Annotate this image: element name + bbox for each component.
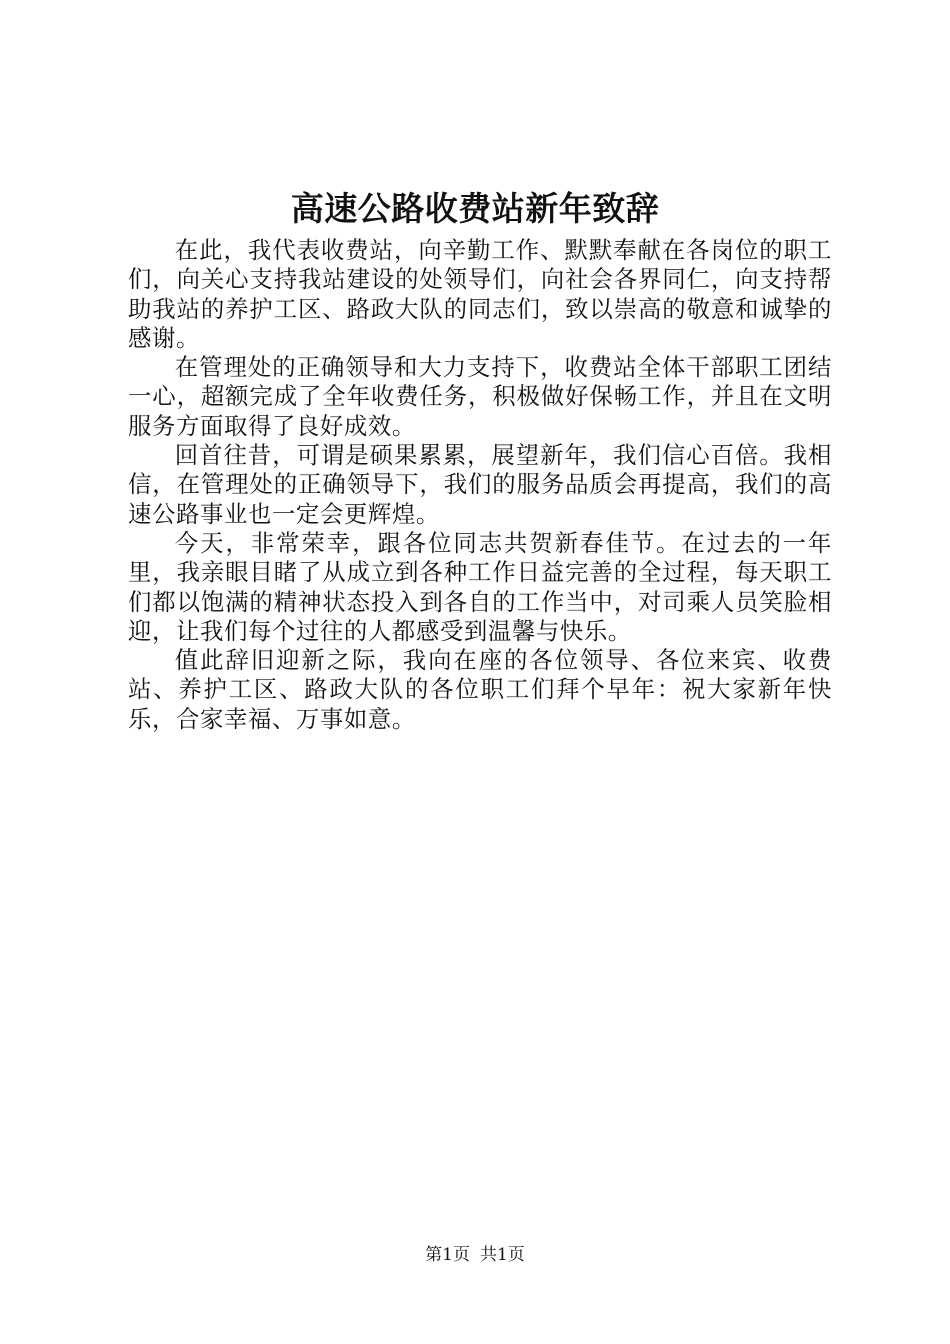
paragraph-5: 值此辞旧迎新之际，我向在座的各位领导、各位来宾、收费站、养护工区、路政大队的各位职工们拜个早年：祝大家新年快乐，合家幸福、万事如意。 bbox=[128, 646, 832, 733]
paragraph-1: 在此，我代表收费站，向辛勤工作、默默奉献在各岗位的职工们，向关心支持我站建设的处领导们，向社会各界同仁，向支持帮助我站的养护工区、路政大队的同志们，致以崇高的敬意和诚挚的感谢。 bbox=[128, 236, 832, 352]
document-title: 高速公路收费站新年致辞 bbox=[290, 189, 660, 228]
paragraph-2: 在管理处的正确领导和大力支持下，收费站全体干部职工团结一心，超额完成了全年收费任务，积极做好保畅工作，并且在文明服务方面取得了良好成效。 bbox=[128, 353, 832, 440]
page-number: 第1页 bbox=[425, 1245, 470, 1265]
paragraph-4: 今天，非常荣幸，跟各位同志共贺新春佳节。在过去的一年里，我亲眼目睹了从成立到各种工作日益完善的全过程，每天职工们都以饱满的精神状态投入到各自的工作当中，对司乘人员笑脸相迎，让我们每个过往的人都感受到温馨与快乐。 bbox=[128, 528, 832, 645]
paragraph-3: 回首往昔，可谓是硕果累累，展望新年，我们信心百倍。我相信，在管理处的正确领导下，我们的服务品质会再提高，我们的高速公路事业也一定会更辉煌。 bbox=[128, 441, 832, 528]
page-total: 共1页 bbox=[480, 1245, 525, 1265]
document-body bbox=[128, 236, 832, 734]
page-footer bbox=[0, 1243, 950, 1267]
